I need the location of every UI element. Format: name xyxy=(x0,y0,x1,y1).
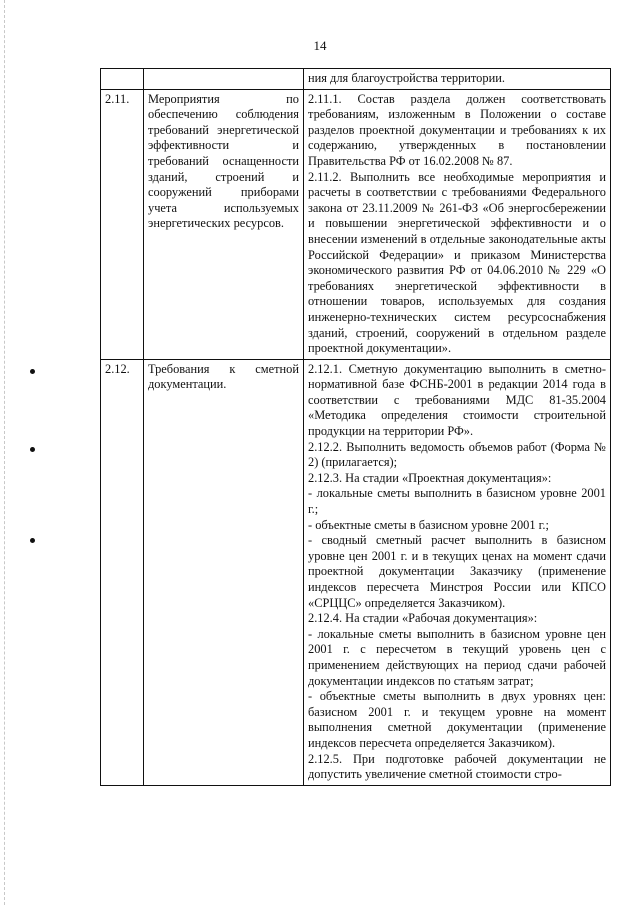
row-paragraph: ния для благоустройства территории. xyxy=(308,71,505,85)
margin-dot xyxy=(30,447,35,452)
row-body xyxy=(304,359,611,785)
row-number: 2.12. xyxy=(101,359,144,785)
row-name: Мероприятия по обеспечению соблюдения требований энергетической эффективности и требований оснащенности зданий, строений и сооружений приборами учета используемых энергетических ресурсов. xyxy=(144,89,304,359)
row-paragraph: - локальные сметы выполнить в базисном уровне цен 2001 г. с пересчетом в текущий уровень цен с применением действующих на период сдачи рабочей документации индексов по статьям затрат; xyxy=(308,626,606,688)
row-paragraph: 2.12.2. Выполнить ведомость объемов работ (Форма № 2) (прилагается); xyxy=(308,439,606,470)
table-row-2-11 xyxy=(101,89,611,359)
row-paragraph: - локальные сметы выполнить в базисном уровне 2001 г.; xyxy=(308,486,606,517)
row-number xyxy=(101,69,144,90)
row-body xyxy=(304,69,611,90)
row-paragraph: - объектные сметы выполнить в двух уровнях цен: базисном 2001 г. и текущем уровне на момент выполнения сметной документации (применение индексов пересчета определяется Заказчиком). xyxy=(308,689,606,750)
row-body xyxy=(304,89,611,359)
row-paragraph: 2.12.1. Сметную документацию выполнить в сметно-нормативной базе ФСНБ-2001 в редакции 2014 года в соответствии с требованиями МДС 81-35.2004 «Методика определения стоимости строительной продукции на территории РФ». xyxy=(308,361,606,439)
table-row-continuation xyxy=(101,69,611,90)
scan-edge-line xyxy=(4,0,6,905)
page-number: 14 xyxy=(313,38,327,53)
row-paragraph: - объектные сметы в базисном уровне 2001 г.; xyxy=(308,517,549,532)
row-name xyxy=(144,69,304,90)
row-paragraph: 2.11.2. Выполнить все необходимые мероприятия и расчеты в соответствии с требованиями Федерального закона от 23.11.2009 № 261-ФЗ «Об энергосбережении и повышении энергетической эффективности и о внесении изменений в отдельные законодательные акты Российской Федерации» и приказом Министерства экономического развития РФ от 04.06.2010 № 229 «О требованиях энергетической эффективности в отношении товаров, используемых для создания инженерно-технических систем ресурсоснабжения зданий, строений, сооружений в отдельном разделе проектной документации». xyxy=(308,169,606,356)
table-row-2-12 xyxy=(101,359,611,785)
row-paragraph: 2.12.4. На стадии «Рабочая документация»: xyxy=(308,611,538,626)
row-paragraph: 2.12.5. При подготовке рабочей документации не допустить увеличение сметной стоимости стро- xyxy=(308,751,606,782)
row-paragraph: - сводный сметный расчет выполнить в базисном уровне цен 2001 г. и в текущих ценах на момент сдачи проектной документации Заказчику (применение индексов пересчета Минстроя России или КПСО «СРЦЦС» определяется Заказчиком). xyxy=(308,533,606,610)
row-paragraph: 2.11.1. Состав раздела должен соответствовать требованиям, изложенным в Положении о составе разделов проектной документации и требованиях к их содержанию, утвержденных в постановлении Правительства РФ от 16.02.2008 № 87. xyxy=(308,91,606,168)
row-name: Требования к сметной документации. xyxy=(144,359,304,785)
row-number: 2.11. xyxy=(101,89,144,359)
requirements-table xyxy=(100,68,611,786)
margin-dot xyxy=(30,538,35,543)
margin-dot xyxy=(30,369,35,374)
row-paragraph: 2.12.3. На стадии «Проектная документация»: xyxy=(308,470,552,485)
